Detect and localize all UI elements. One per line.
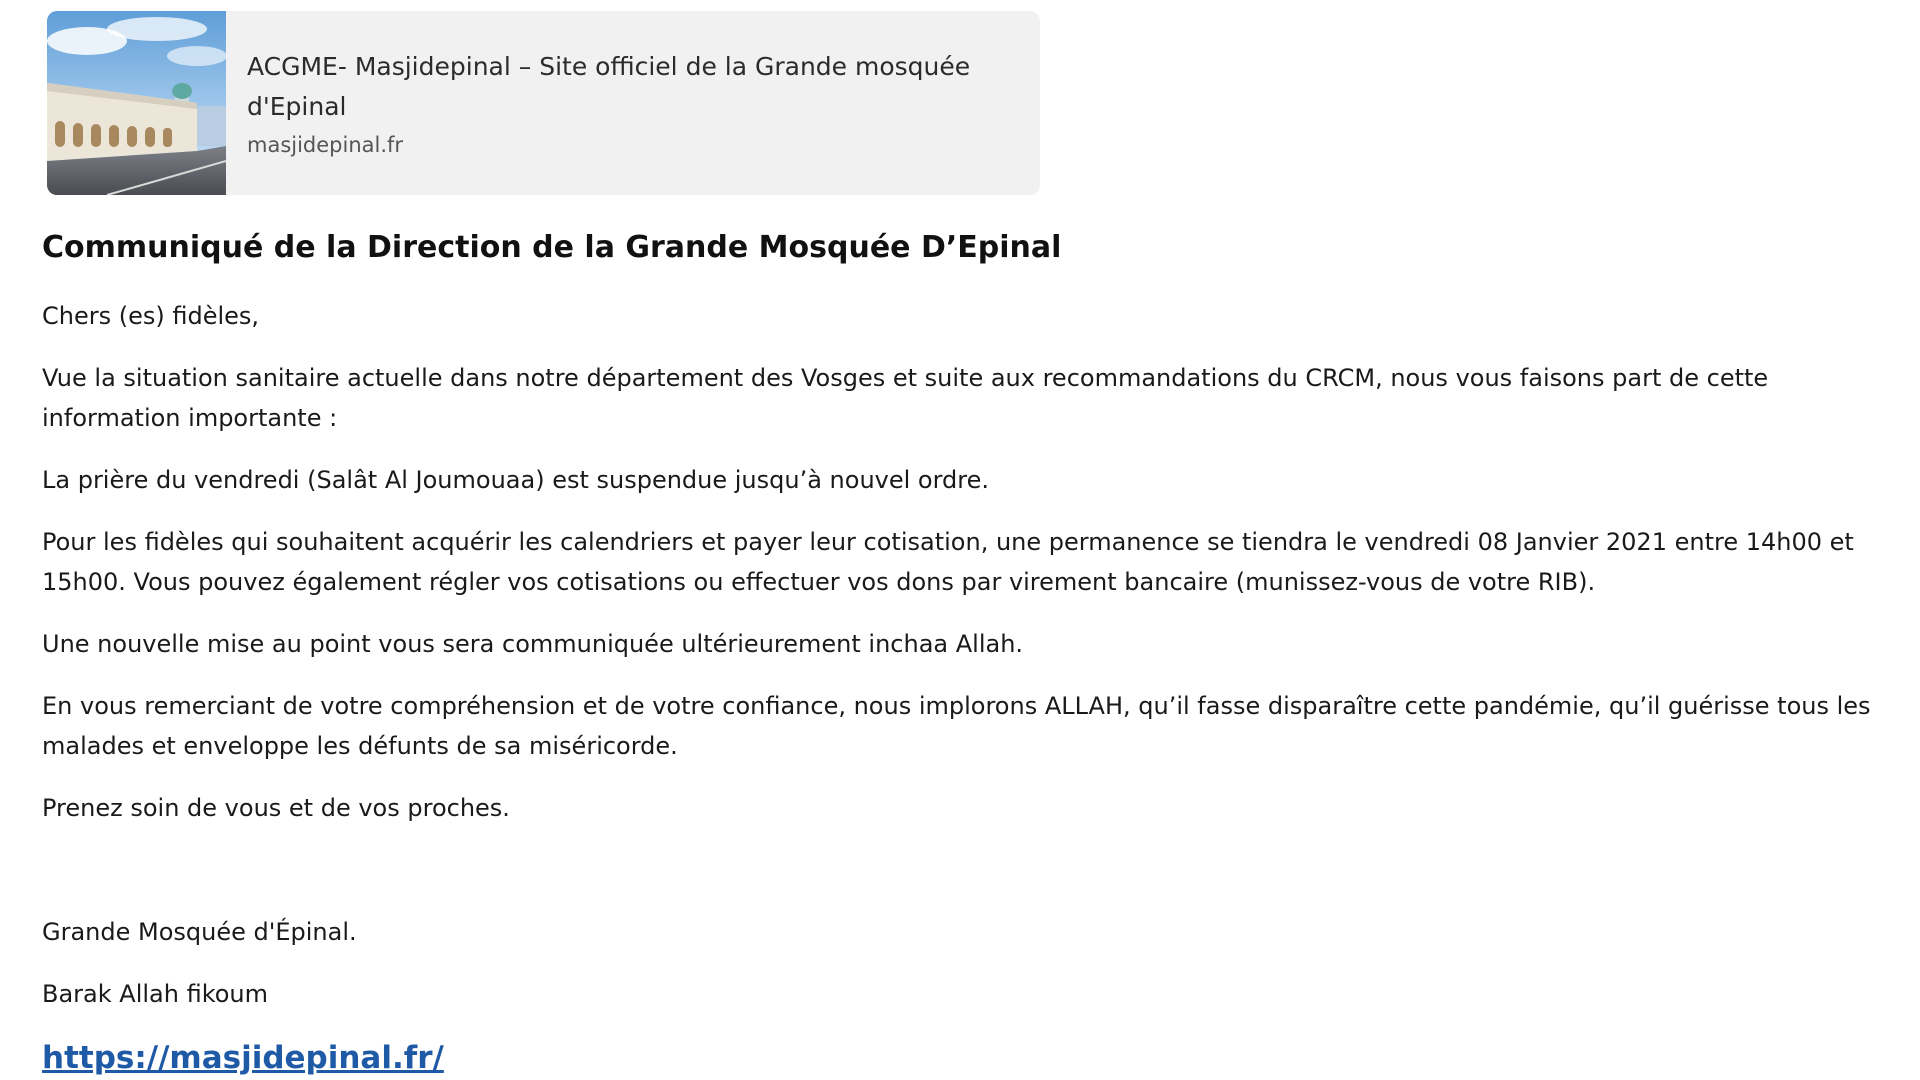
announcement-headline: Communiqué de la Direction de la Grande Mosquée D’Epinal bbox=[42, 230, 1062, 265]
paragraph-update: Une nouvelle mise au point vous sera communiquée ultérieurement inchaa Allah. bbox=[42, 630, 1024, 658]
paragraph-suspension: La prière du vendredi (Salât Al Joumouaa) est suspendue jusqu’à nouvel ordre. bbox=[42, 466, 990, 494]
paragraph-prayer: En vous remerciant de votre compréhension et de votre confiance, nous implorons ALLAH, qu’il fasse disparaître cette pandémie, qu’il guérisse tous les malades et enveloppe les défunts de sa miséricorde. bbox=[42, 692, 1871, 760]
signature: Grande Mosquée d'Épinal. bbox=[42, 918, 357, 946]
paragraph-care: Prenez soin de vous et de vos proches. bbox=[42, 794, 510, 822]
spacer bbox=[42, 850, 1892, 912]
paragraph-greeting: Chers (es) fidèles, bbox=[42, 302, 260, 330]
mosque-photo-thumbnail bbox=[47, 11, 226, 195]
announcement-body bbox=[42, 222, 1892, 1076]
link-preview-text bbox=[226, 11, 987, 195]
link-preview-title[interactable]: ACGME- Masjidepinal – Site officiel de la Grande mosquée d'Epinal bbox=[247, 52, 971, 121]
closing: Barak Allah fikoum bbox=[42, 980, 269, 1008]
link-preview-card[interactable] bbox=[47, 11, 1040, 195]
paragraph-permanence: Pour les fidèles qui souhaitent acquérir les calendriers et payer leur cotisation, une permanence se tiendra le vendredi 08 Janvier 2021 entre 14h00 et 15h00. Vous pouvez également régler vos cotisations ou effectuer vos dons par virement bancaire (munissez-vous de votre RIB). bbox=[42, 528, 1854, 596]
paragraph-situation: Vue la situation sanitaire actuelle dans notre département des Vosges et suite aux recommandations du CRCM, nous vous faisons part de cette information importante : bbox=[42, 364, 1769, 432]
link-preview-domain: masjidepinal.fr bbox=[247, 133, 404, 157]
website-link[interactable]: https://masjidepinal.fr/ bbox=[42, 1040, 444, 1076]
